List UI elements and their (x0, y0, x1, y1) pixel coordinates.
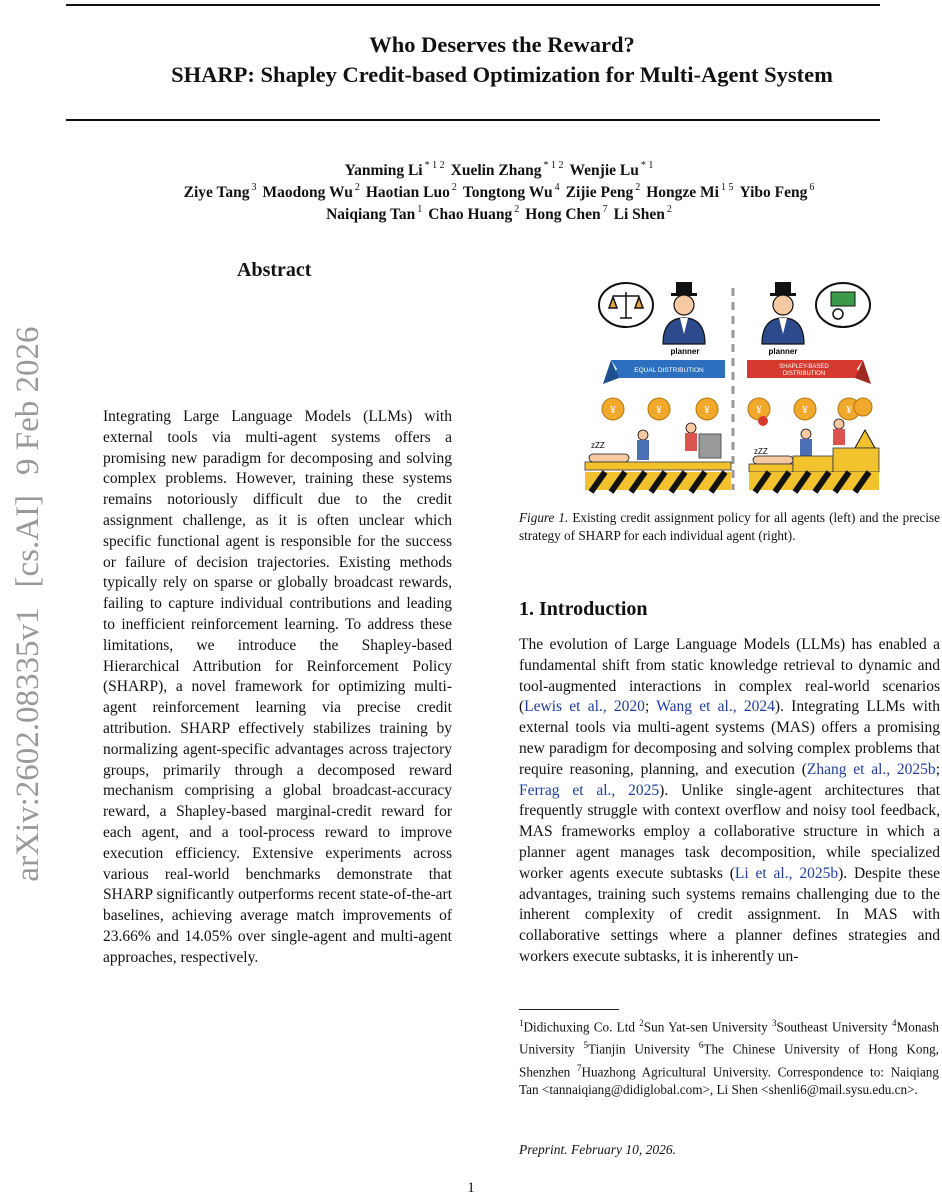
fn-text: Monash University (519, 1019, 939, 1057)
fn-text: The Chinese University of Hong Kong, Shenzhen (519, 1041, 939, 1080)
author-affiliation: 2 (635, 182, 641, 193)
intro-text-part: ). Integrating LLMs with external tools via multi-agent systems (MAS) offers a promising new paradigm for decomposing and solving complex problems that require reasoning, planning, and execution ( (519, 698, 940, 778)
author-affiliation: 3 (251, 182, 257, 193)
author-name: Hong Chen (525, 206, 601, 223)
title-line-1: Who Deserves the Reward? (369, 32, 635, 57)
sleep-text-left: zZZ (591, 441, 605, 450)
figure-1-caption (519, 509, 940, 545)
right-panel (747, 282, 879, 492)
author-affiliation: * 1 2 (424, 160, 445, 171)
paper-title (66, 30, 938, 90)
shapley-banner-line2: DISTRIBUTION (782, 371, 826, 377)
author-affiliation: 2 (666, 204, 672, 215)
fn-text: Tianjin University (587, 1041, 699, 1057)
citation-link[interactable]: Ferrag et al., 2025 (519, 781, 660, 799)
author-name: Zijie Peng (565, 184, 634, 201)
intro-text-part: ). Despite these advantages, training such systems remains challenging due to the inherent complexity of credit assignment. In MAS with collaborative settings where a planner defines strategies and workers execute subtasks, it is inherently un- (519, 864, 940, 965)
worker-head-left (638, 430, 648, 440)
worker-head-right-2 (834, 419, 844, 429)
page-number: 1 (467, 1180, 475, 1196)
arxiv-id: arXiv:2602.08335v1 (10, 607, 46, 882)
footnote-rule (519, 1009, 619, 1010)
worker-body-right-2 (833, 429, 845, 445)
arxiv-category: [cs.AI] (10, 494, 46, 588)
fn-text: Southeast University (776, 1019, 892, 1035)
author-name: Haotian Luo (365, 184, 450, 201)
caption-label: Figure 1. (519, 510, 569, 525)
minus-icon (758, 416, 768, 426)
author-name: Yibo Feng (739, 184, 808, 201)
citation-link[interactable]: Zhang et al., 2025b (806, 760, 936, 778)
author-name: Xuelin Zhang (450, 162, 542, 179)
citation-link[interactable]: Li et al., 2025b (734, 864, 839, 882)
planner-figure-right (762, 282, 804, 344)
fn-text: Huazhong Agricultural University. Correspondence to: Naiqiang Tan <tannaiqiang@didiglobal.com>, Li Shen <shenli6@mail.sysu.edu.cn>. (519, 1064, 939, 1098)
author-affiliation: 1 (417, 204, 423, 215)
coin-text: ¥ (704, 404, 710, 416)
sleeping-worker-left (589, 454, 629, 462)
fn-marker: 2 (639, 1018, 644, 1028)
box-left (699, 434, 721, 458)
step-right-2 (793, 456, 833, 472)
abstract-text: Integrating Large Language Models (LLMs) with external tools via multi-agent systems offers a promising new paradigm for decomposing and solving complex problems. However, training these systems remains notoriously difficult due to the credit assignment challenge, as it is often unclear which specific functional agent is responsible for the success or failure of decision trajectories. Existing methods typically rely on sparse or globally broadcast rewards, failing to capture individual contributions and leading to inefficient reinforcement learning. To address these limitations, we introduce the Shapley-based Hierarchical Attribution for Reinforcement Policy (SHARP), a novel framework for optimizing multi-agent reinforcement learning via precise credit attribution. SHARP effectively stabilizes training by normalizing agent-specific advantages across trajectory groups, primarily through a decomposed reward mechanism comprising a global broadcast-accuracy reward, a Shapley-based marginal-credit reward for each agent, and a tool-process reward to improve execution efficiency. Extensive experiments across various real-world benchmarks demonstrate that SHARP significantly outperforms recent state-of-the-art baselines, achieving average match improvements of 23.66% and 14.05% over single-agent and multi-agent approaches, respectively. (103, 408, 452, 966)
fn-marker: 6 (698, 1040, 704, 1051)
caption-text: Existing credit assignment policy for all agents (left) and the precise strategy of SHARP for each individual agent (right). (519, 510, 940, 543)
author-affiliation: 7 (602, 204, 608, 215)
top-rule (66, 4, 880, 6)
title-bottom-rule (66, 119, 880, 121)
figure-1 (583, 278, 883, 494)
sleep-text-right: zZZ (754, 447, 768, 456)
abstract-heading: Abstract (237, 259, 312, 281)
author-name: Tongtong Wu (462, 184, 553, 201)
worker-body-right (800, 439, 812, 457)
intro-text-part: ; (935, 760, 940, 778)
fn-marker: 4 (892, 1018, 897, 1028)
author-affiliation: * 1 2 (543, 160, 564, 171)
title-line-2: SHARP: Shapley Credit-based Optimization for Multi-Agent System (171, 62, 833, 87)
author-name: Maodong Wu (262, 184, 353, 201)
coin-text: ¥ (656, 404, 662, 416)
author-name: Ziye Tang (183, 184, 250, 201)
fn-text: Sun Yat-sen University (643, 1019, 772, 1035)
shapley-banner-line1: SHAPLEY-BASED (779, 364, 829, 370)
planner-label-left: planner (670, 347, 700, 356)
warning-icon (855, 430, 875, 448)
sleeping-worker-right (753, 456, 793, 464)
author-affiliation: * 1 (640, 160, 654, 171)
author-affiliation: 2 (354, 182, 360, 193)
equal-banner-text: EQUAL DISTRIBUTION (634, 367, 704, 374)
coin-text: ¥ (756, 404, 762, 416)
left-panel (585, 282, 731, 492)
money-bags-right (748, 398, 872, 426)
planner-figure-left (663, 282, 705, 344)
author-affiliation: 1 5 (720, 182, 734, 193)
cash-icon (831, 292, 855, 306)
fn-marker: 1 (519, 1018, 524, 1028)
fn-text: Didichuxing Co. Ltd (523, 1019, 640, 1035)
intro-text-part: ). Unlike single-agent architectures that frequently struggle with context overflow and noisy tool feedback, MAS frameworks employ a collaborative structure in which a planner agent manages task decomposition, while specialized worker agents execute subtasks ( (519, 781, 941, 882)
introduction-heading: 1. Introduction (519, 598, 648, 620)
author-name: Hongze Mi (646, 184, 719, 201)
author-name: Naiqiang Tan (326, 206, 416, 223)
figure-1-illustration (583, 278, 883, 494)
citation-link[interactable]: Lewis et al., 2020 (524, 698, 645, 716)
worker-head-right (801, 429, 811, 439)
citation-link[interactable]: Wang et al., 2024 (656, 698, 775, 716)
fn-marker: 3 (771, 1018, 777, 1028)
author-line-3 (66, 199, 938, 226)
introduction-text (519, 635, 940, 968)
coin-text: ¥ (610, 404, 616, 416)
step-right-3 (833, 448, 879, 472)
fn-marker: 5 (583, 1040, 588, 1051)
author-affiliation: 4 (554, 182, 560, 193)
author-affiliation: 6 (809, 182, 815, 193)
arxiv-stamp (8, 184, 48, 1024)
intro-text-part: ; (644, 698, 657, 716)
planner-label-right: planner (768, 347, 798, 356)
step-left (585, 462, 731, 470)
worker-body-left (637, 440, 649, 460)
author-affiliation: 2 (514, 204, 520, 215)
intro-text-part: The evolution of Large Language Models (LLMs) has enabled a fundamental shift from static knowledge retrieval to dynamic and tool-augmented interactions in complex real-world scenarios ( (519, 636, 940, 716)
arxiv-date: 9 Feb 2026 (10, 326, 46, 475)
author-name: Li Shen (613, 206, 665, 223)
author-affiliation: 2 (451, 182, 457, 193)
author-name: Wenjie Lu (569, 162, 639, 179)
author-name: Yanming Li (344, 162, 423, 179)
worker-head-left-2 (686, 423, 696, 433)
worker-body-left-2 (685, 433, 697, 451)
money-bags-left (602, 398, 718, 420)
coin-text: ¥ (802, 404, 808, 416)
fn-marker: 7 (576, 1062, 582, 1073)
preprint-note: Preprint. February 10, 2026. (519, 1142, 676, 1157)
affiliation-footnotes (519, 1014, 939, 1099)
author-name: Chao Huang (428, 206, 513, 223)
coin-text: ¥ (846, 404, 852, 416)
